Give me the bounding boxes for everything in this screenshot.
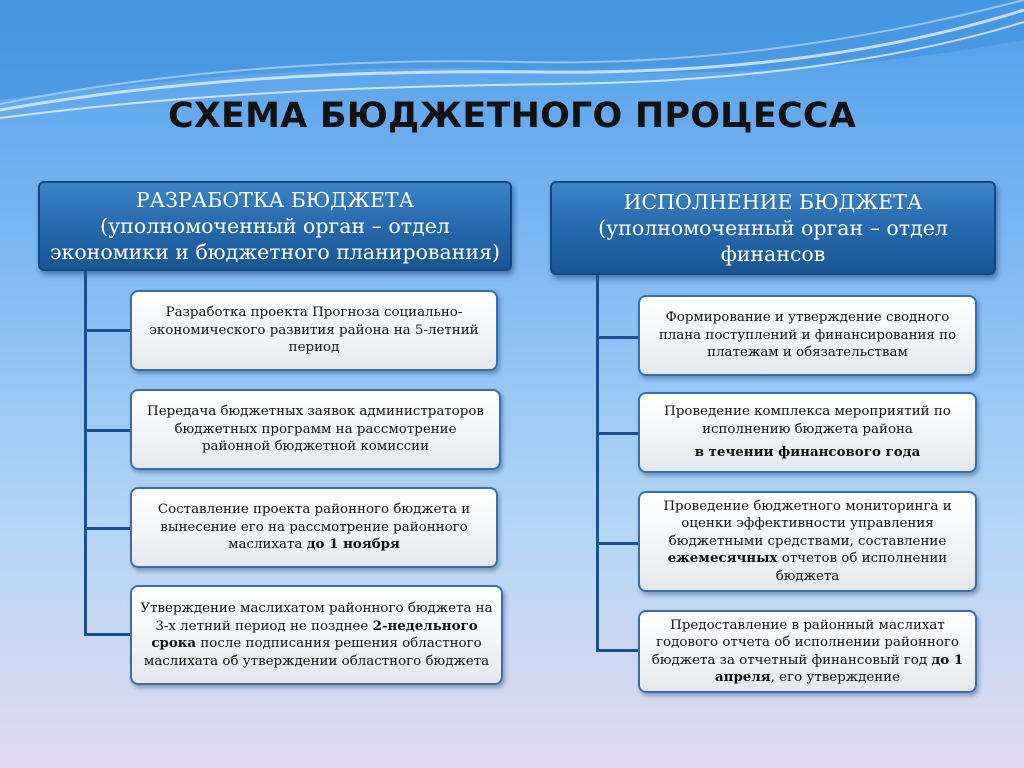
step-text-after: , его утверждение: [770, 670, 901, 685]
step-budget-monitoring: [638, 491, 977, 592]
step-budget-requests: [130, 389, 501, 470]
connector-trunk-left: [84, 271, 87, 636]
header-line-3: экономики и бюджетного планирования): [50, 240, 500, 264]
header-line-2: (уполномоченный орган – отдел: [598, 216, 948, 240]
step-text: Утверждение маслихатом районного бюджета на 3-х летний период не позднее: [140, 601, 493, 634]
step-execution-measures: [638, 392, 977, 473]
header-line-1: ИСПОЛНЕНИЕ БЮДЖЕТА: [623, 190, 923, 214]
deadline-highlight: до 1 апреля: [714, 651, 964, 685]
header-line-1: РАЗРАБОТКА БЮДЖЕТА: [135, 188, 415, 212]
connector-trunk-right: [596, 275, 599, 651]
connector-branch-left-2: [84, 429, 132, 432]
step-text: Проведение комплекса мероприятий по исполнению бюджета района: [664, 404, 951, 437]
step-text-wrapper: [140, 501, 488, 554]
connector-branch-right-4: [596, 649, 640, 652]
step-forecast-development: [130, 290, 498, 371]
step-text-wrapper: [648, 498, 967, 586]
step-text: Составление проекта районного бюджета и вынесение его на рассмотрение районного маслихата: [157, 502, 471, 553]
connector-branch-right-3: [596, 542, 640, 545]
connector-branch-left-3: [84, 527, 132, 530]
step-annual-report: [638, 610, 977, 693]
step-text-after: после подписания решения областного маслихата об утверждении областного бюджета: [143, 636, 490, 669]
header-line-3: финансов: [720, 242, 826, 266]
step-summary-plan: [638, 295, 977, 376]
step-text: Предоставление в районный маслихат годового отчета об исполнении районного бюджета за отчетный финансовый год: [651, 617, 959, 668]
step-text: Передача бюджетных заявок администраторов бюджетных программ на рассмотрение районной бюджетной комиссии: [147, 404, 484, 455]
step-draft-budget: [130, 487, 498, 568]
step-text: Формирование и утверждение сводного плана поступлений и финансирования по платежам и обязательствам: [658, 310, 957, 361]
frequency-highlight: ежемесячных: [667, 550, 778, 567]
page-title: СХЕМА БЮДЖЕТНОГО ПРОЦЕССА: [167, 96, 857, 136]
step-budget-approval: [130, 585, 503, 685]
header-budget-execution: [550, 181, 996, 275]
connector-branch-right-1: [596, 336, 640, 339]
connector-branch-right-2: [596, 432, 640, 435]
connector-branch-left-4: [84, 633, 132, 636]
deadline-highlight: 2-недельного срока: [151, 617, 478, 651]
step-text-after: отчетов об исполнении бюджета: [775, 551, 948, 584]
period-highlight: в течении финансового года: [694, 444, 921, 461]
step-text-wrapper: [140, 600, 493, 670]
deadline-highlight: до 1 ноября: [306, 536, 400, 553]
connector-branch-left-1: [84, 329, 132, 332]
step-text-wrapper: [648, 617, 967, 687]
header-budget-development: [38, 181, 512, 271]
step-text: Проведение бюджетного мониторинга и оценки эффективности управления бюджетными средствами, составление: [663, 498, 952, 549]
step-text: Разработка проекта Прогноза социально-экономического развития района на 5-летний период: [149, 305, 479, 356]
header-line-2: (уполномоченный орган – отдел: [100, 214, 450, 238]
